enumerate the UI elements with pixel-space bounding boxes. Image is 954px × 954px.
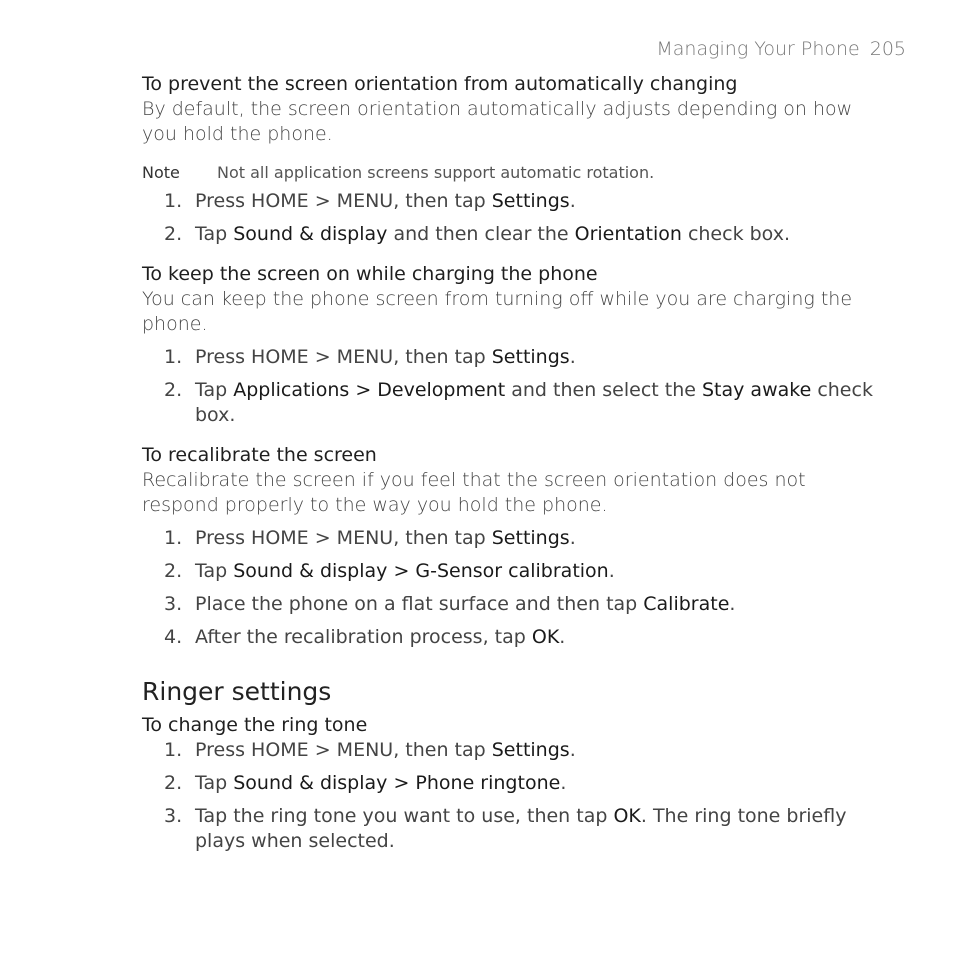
step-text-part: .: [569, 527, 576, 549]
step-text: [195, 526, 875, 551]
list-item: [142, 378, 882, 428]
step-number: 1.: [164, 739, 183, 761]
list-item: [142, 345, 882, 370]
step-text: [195, 625, 875, 650]
step-text: [195, 738, 875, 763]
recalibrate-title: To recalibrate the screen: [142, 444, 377, 466]
step-text-part: .: [560, 772, 567, 794]
section-heading: Ringer settings: [142, 677, 332, 706]
step-number: 2.: [164, 379, 183, 401]
step-text-part: Place the phone on a flat surface and then tap: [195, 593, 644, 615]
step-text-part: After the recalibration process, tap: [195, 626, 532, 648]
ringer-section: [142, 676, 882, 854]
ui-term: Settings: [491, 190, 570, 212]
step-text: [195, 222, 875, 247]
ui-term: Sound & display > G-Sensor calibration: [233, 560, 609, 582]
step-text-part: Press HOME > MENU, then tap: [195, 527, 492, 549]
page-number: 205: [869, 38, 906, 60]
step-number: 4.: [164, 626, 183, 648]
ui-term: Stay awake: [702, 379, 812, 401]
step-number: 2.: [164, 772, 183, 794]
list-item: [142, 189, 882, 214]
ui-term: Sound & display: [233, 223, 388, 245]
step-number: 3.: [164, 805, 183, 827]
list-item: [142, 559, 882, 584]
step-text-part: .: [569, 190, 576, 212]
orientation-body: By default, the screen orientation automatically adjusts depending on how you hold the phone.: [142, 98, 853, 145]
step-text-part: .: [729, 593, 736, 615]
keep-on-section: [142, 261, 882, 428]
step-number: 3.: [164, 593, 183, 615]
header-section-title: Managing Your Phone: [656, 38, 860, 60]
step-text-part: Tap: [195, 379, 234, 401]
ui-term: Settings: [491, 527, 570, 549]
ui-term: Calibrate: [643, 593, 730, 615]
step-text-part: Press HOME > MENU, then tap: [195, 190, 492, 212]
note-text: Not all application screens support automatic rotation.: [217, 163, 655, 182]
step-text-part: Tap: [195, 223, 234, 245]
list-item: [142, 222, 882, 247]
keep-on-title: To keep the screen on while charging the phone: [142, 263, 598, 285]
step-text-part: Press HOME > MENU, then tap: [195, 346, 492, 368]
step-number: 1.: [164, 190, 183, 212]
ui-term: Sound & display > Phone ringtone: [233, 772, 561, 794]
step-text: [195, 189, 875, 214]
ui-term: Applications > Development: [233, 379, 506, 401]
note: [142, 162, 882, 184]
step-text-part: .: [608, 560, 615, 582]
list-item: [142, 738, 882, 763]
note-label: Note: [142, 163, 180, 182]
step-text: [195, 378, 875, 428]
recalibrate-steps: [142, 526, 882, 650]
keep-on-steps: [142, 345, 882, 428]
list-item: [142, 804, 882, 854]
step-text-part: Tap: [195, 772, 234, 794]
orientation-title: To prevent the screen orientation from automatically changing: [142, 73, 738, 95]
step-number: 2.: [164, 223, 183, 245]
step-number: 1.: [164, 346, 183, 368]
step-number: 1.: [164, 527, 183, 549]
step-text: [195, 771, 875, 796]
step-text: [195, 804, 875, 854]
list-item: [142, 592, 882, 617]
step-text-part: . The ring tone briefly plays when selected.: [195, 805, 847, 852]
step-text-part: check box.: [195, 379, 873, 426]
step-text-part: .: [559, 626, 566, 648]
ui-term: OK: [531, 626, 560, 648]
step-text-part: and then clear the: [387, 223, 575, 245]
list-item: [142, 526, 882, 551]
step-text-part: and then select the: [505, 379, 702, 401]
step-text: [195, 559, 875, 584]
step-text-part: Tap: [195, 560, 234, 582]
ui-term: OK: [613, 805, 641, 827]
keep-on-body: You can keep the phone screen from turning off while you are charging the phone.: [142, 288, 853, 335]
orientation-section: [142, 71, 882, 247]
orientation-steps: [142, 189, 882, 247]
ui-term: Settings: [491, 739, 570, 761]
list-item: [142, 625, 882, 650]
step-text-part: check box.: [681, 223, 790, 245]
ui-term: Settings: [491, 346, 570, 368]
page-content: [142, 71, 882, 854]
list-item: [142, 771, 882, 796]
ringer-title: To change the ring tone: [142, 714, 368, 736]
ringer-steps: [142, 738, 882, 854]
step-text: [195, 345, 875, 370]
page-header: [656, 38, 906, 60]
step-text-part: .: [569, 346, 576, 368]
recalibrate-section: [142, 442, 882, 650]
step-text-part: .: [569, 739, 576, 761]
step-text: [195, 592, 875, 617]
step-text-part: Press HOME > MENU, then tap: [195, 739, 492, 761]
step-number: 2.: [164, 560, 183, 582]
recalibrate-body: Recalibrate the screen if you feel that the screen orientation does not respond properly to the way you hold the phone.: [142, 469, 806, 516]
ui-term: Orientation: [574, 223, 682, 245]
step-text-part: Tap the ring tone you want to use, then tap: [195, 805, 614, 827]
